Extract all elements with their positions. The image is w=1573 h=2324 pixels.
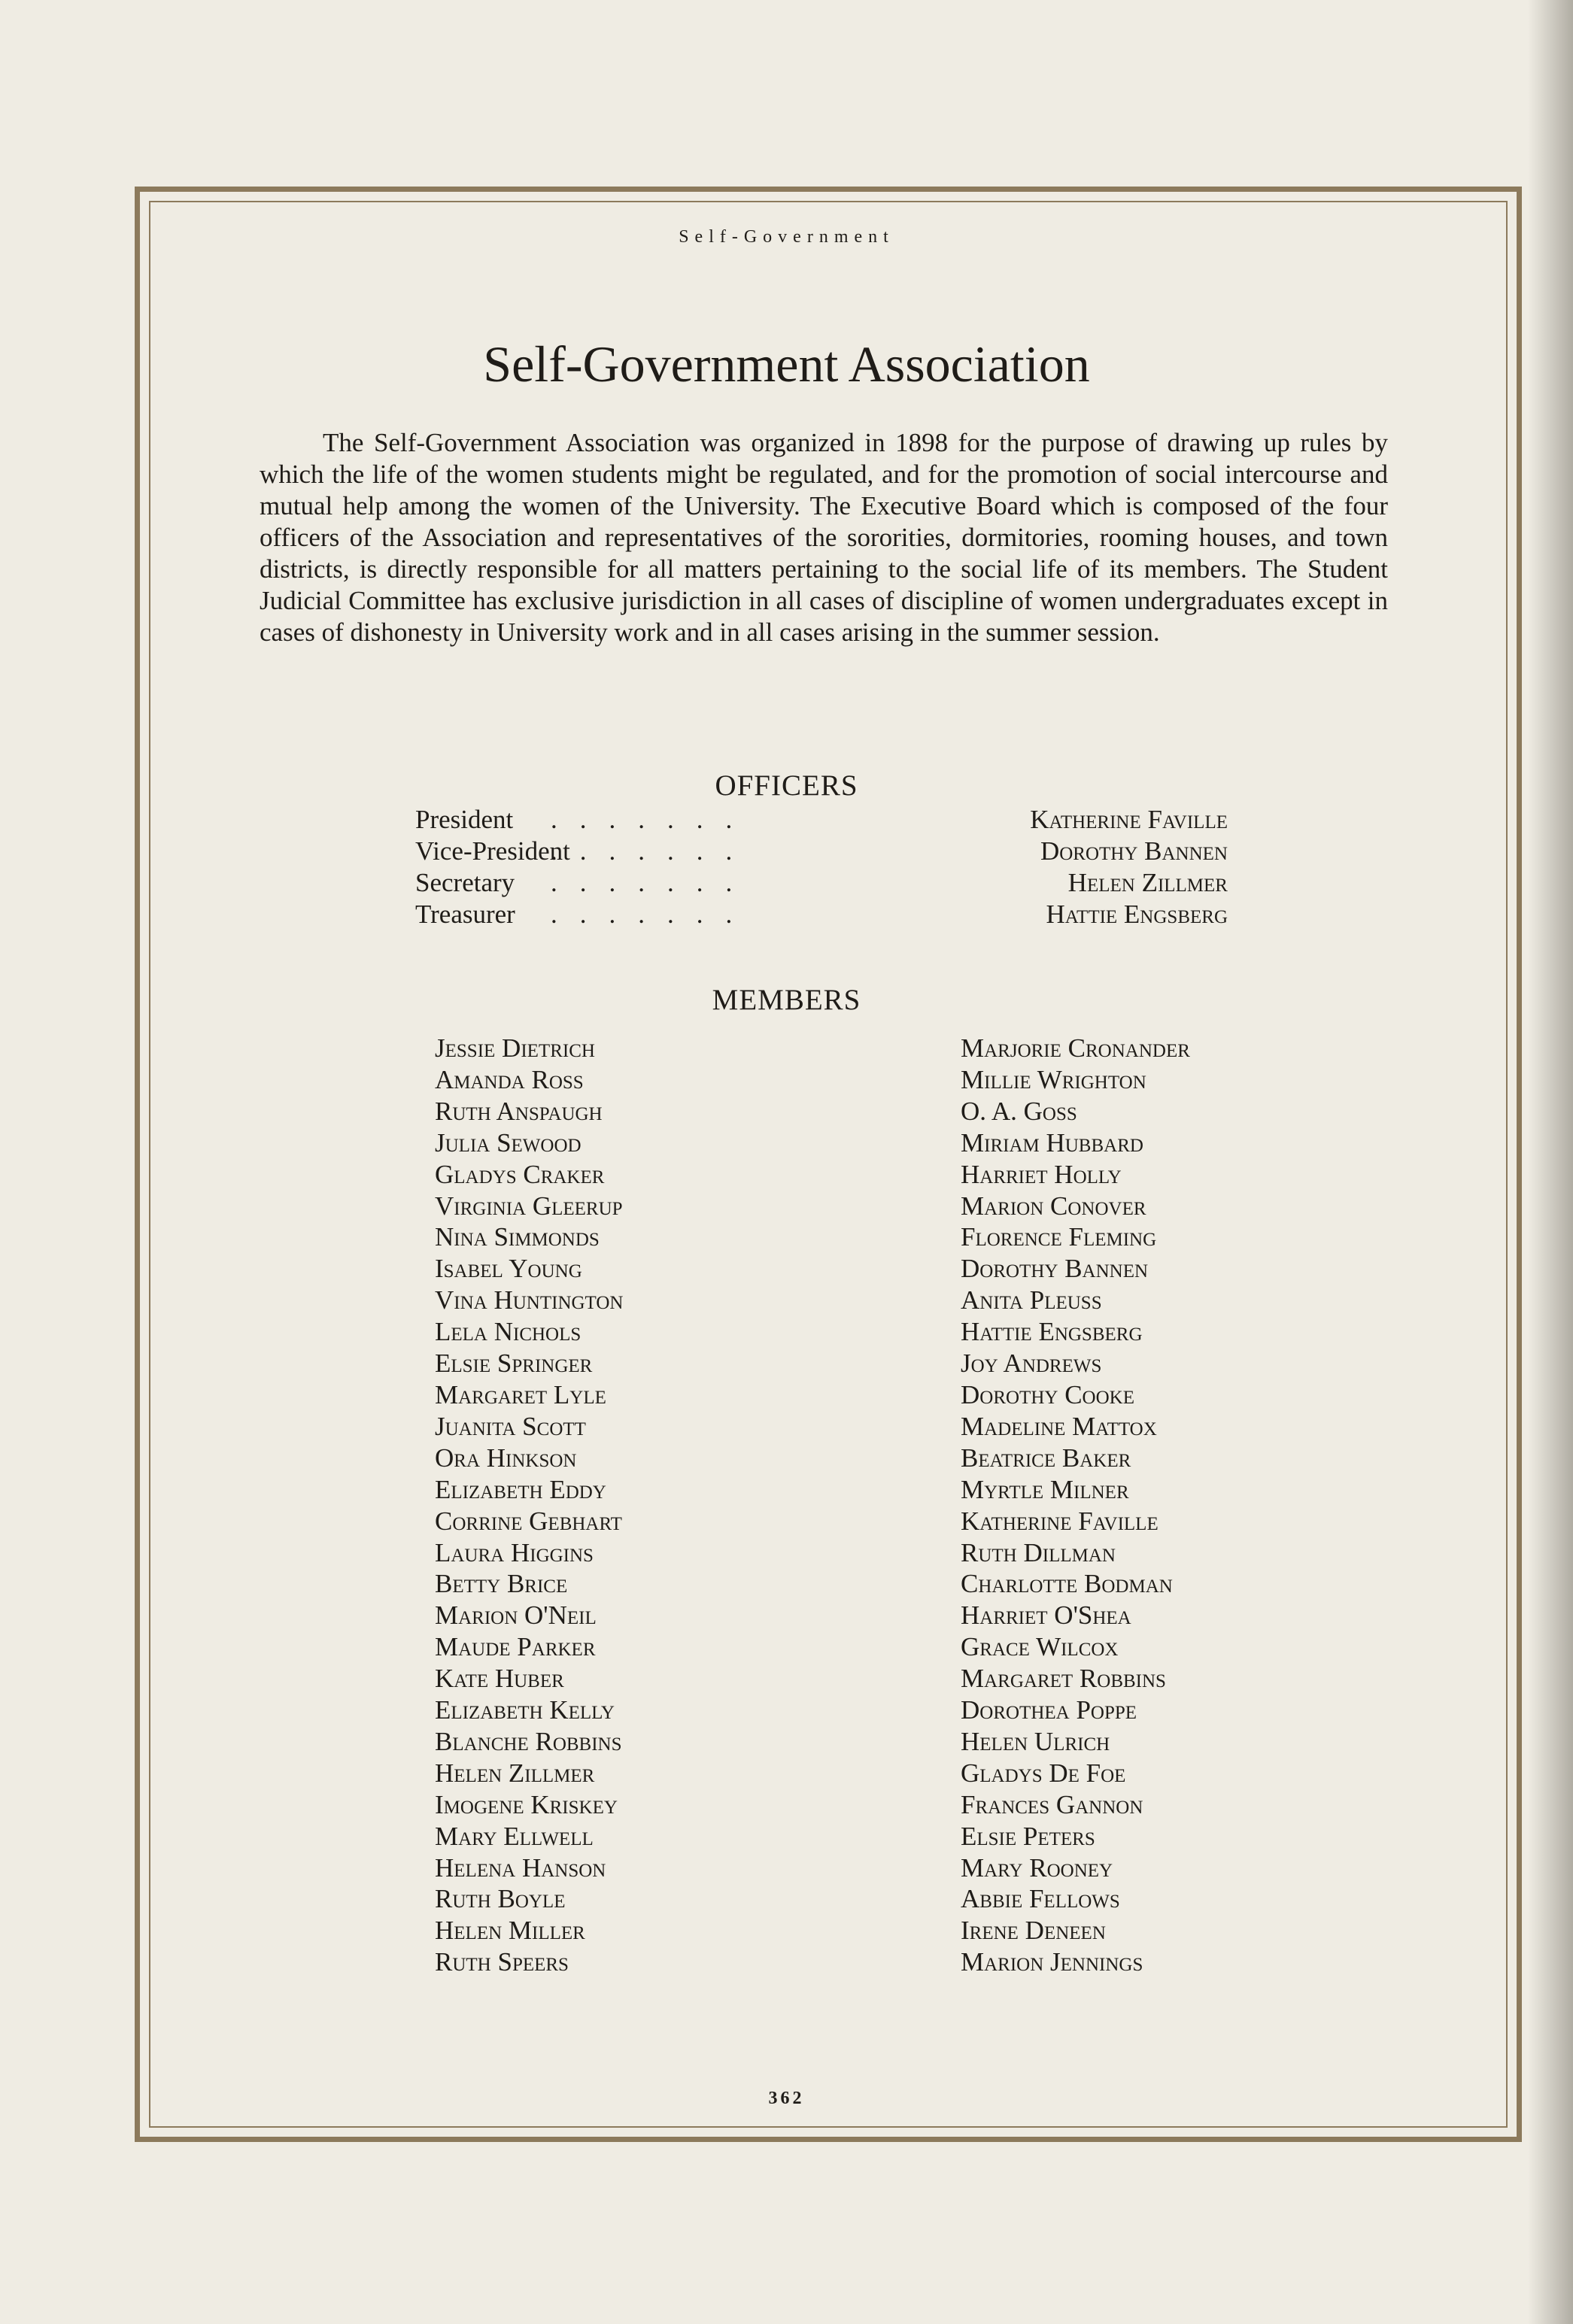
running-head: Self-Government: [679, 227, 894, 247]
member-name: Juanita Scott: [435, 1411, 586, 1441]
member-name: Katherine Faville: [961, 1506, 1158, 1536]
officer-title: Secretary: [415, 868, 515, 897]
member-name: Elizabeth Eddy: [435, 1474, 606, 1504]
member-name: Frances Gannon: [961, 1789, 1143, 1819]
officer-name: Katherine Faville: [1030, 805, 1228, 834]
member-name: Joy Andrews: [961, 1349, 1102, 1379]
member-name: Helen Ulrich: [961, 1726, 1110, 1756]
intro-paragraph: The Self-Government Association was organized in 1898 for the purpose of drawing up rules by which the life of the women students might be regulated, and for the promotion of social intercourse and mutual help among the women of the University. The Executive Board which is composed of the four officers of the Association and representatives of the sororities, dormitories, rooming houses, and town districts, is directly responsible for all matters pertaining to the social life of its members. The Student Judicial Committee has exclusive jurisdiction in all cases of discipline of women undergraduates except in cases of dishonesty in University work and in all cases arising in the summer session.: [260, 428, 1388, 647]
member-name: Corrine Gebhart: [435, 1506, 622, 1536]
member-name: Julia Sewood: [435, 1127, 582, 1157]
member-name: Florence Fleming: [961, 1222, 1157, 1252]
member-name: Betty Brice: [435, 1569, 568, 1599]
member-name: Ruth Dillman: [961, 1537, 1116, 1567]
member-name: Elizabeth Kelly: [435, 1695, 615, 1725]
member-name: Virginia Gleerup: [435, 1191, 623, 1221]
member-name: Margaret Lyle: [435, 1379, 606, 1409]
member-name: Lela Nichols: [435, 1317, 582, 1347]
member-name: Irene Deneen: [961, 1916, 1106, 1946]
member-name: Grace Wilcox: [961, 1632, 1119, 1662]
officer-row: [415, 836, 1228, 867]
members-list-right: [961, 1033, 1190, 1978]
leader-dots: .......: [551, 805, 755, 834]
member-name: Marion Jennings: [961, 1947, 1143, 1977]
leader-dots: .......: [551, 868, 755, 897]
member-name: Blanche Robbins: [435, 1726, 622, 1756]
member-name: Ora Hinkson: [435, 1443, 577, 1473]
member-name: Millie Wrighton: [961, 1064, 1146, 1094]
member-name: Jessie Dietrich: [435, 1033, 595, 1063]
member-name: Marion O'Neil: [435, 1600, 597, 1631]
member-name: Abbie Fellows: [961, 1884, 1120, 1914]
member-name: Marjorie Cronander: [961, 1033, 1190, 1063]
member-name: Helen Zillmer: [435, 1758, 595, 1788]
officer-name: Helen Zillmer: [1067, 868, 1228, 897]
member-name: Gladys De Foe: [961, 1758, 1126, 1788]
member-name: Beatrice Baker: [961, 1443, 1131, 1473]
member-name: Miriam Hubbard: [961, 1127, 1143, 1157]
page-number: 362: [768, 2089, 805, 2108]
page-title: Self-Government Association: [483, 335, 1090, 393]
member-name: Dorothea Poppe: [961, 1695, 1137, 1725]
member-name: Harriet Holly: [961, 1159, 1122, 1189]
member-name: Nina Simmonds: [435, 1222, 600, 1252]
officer-title: President: [415, 805, 514, 834]
member-name: Madeline Mattox: [961, 1411, 1157, 1441]
officer-title: Vice-President: [415, 836, 570, 866]
member-name: Laura Higgins: [435, 1537, 594, 1567]
member-name: Helena Hanson: [435, 1852, 606, 1883]
member-name: Hattie Engsberg: [961, 1317, 1143, 1347]
member-name: Maude Parker: [435, 1632, 596, 1662]
member-name: Helen Miller: [435, 1916, 585, 1946]
officer-name: Hattie Engsberg: [1046, 900, 1228, 929]
member-name: Marion Conover: [961, 1191, 1146, 1221]
officer-row: [415, 804, 1228, 836]
member-name: Ruth Boyle: [435, 1884, 566, 1914]
member-name: Dorothy Bannen: [961, 1254, 1149, 1284]
officer-title: Treasurer: [415, 900, 515, 929]
officer-row: [415, 899, 1228, 930]
member-name: Mary Rooney: [961, 1852, 1113, 1883]
member-name: Mary Ellwell: [435, 1821, 594, 1851]
member-name: Margaret Robbins: [961, 1664, 1166, 1694]
members-list-left: [435, 1033, 623, 1978]
member-name: Charlotte Bodman: [961, 1569, 1173, 1599]
member-name: Gladys Craker: [435, 1159, 605, 1189]
officers-heading: OFFICERS: [715, 769, 858, 802]
member-name: Anita Pleuss: [961, 1285, 1102, 1315]
member-name: Imogene Kriskey: [435, 1789, 618, 1819]
officer-name: Dorothy Bannen: [1040, 836, 1228, 866]
member-name: Ruth Speers: [435, 1947, 569, 1977]
leader-dots: .......: [551, 836, 755, 866]
member-name: Harriet O'Shea: [961, 1600, 1131, 1631]
member-name: Amanda Ross: [435, 1064, 584, 1094]
leader-dots: .......: [551, 900, 755, 929]
members-heading: MEMBERS: [712, 984, 861, 1016]
member-name: Ruth Anspaugh: [435, 1096, 603, 1126]
member-name: Myrtle Milner: [961, 1474, 1129, 1504]
member-name: Kate Huber: [435, 1664, 564, 1694]
member-name: Isabel Young: [435, 1254, 582, 1284]
member-name: Dorothy Cooke: [961, 1379, 1134, 1409]
member-name: O. A. Goss: [961, 1096, 1077, 1126]
member-name: Elsie Springer: [435, 1349, 593, 1379]
officer-row: [415, 867, 1228, 899]
member-name: Elsie Peters: [961, 1821, 1095, 1851]
member-name: Vina Huntington: [435, 1285, 624, 1315]
